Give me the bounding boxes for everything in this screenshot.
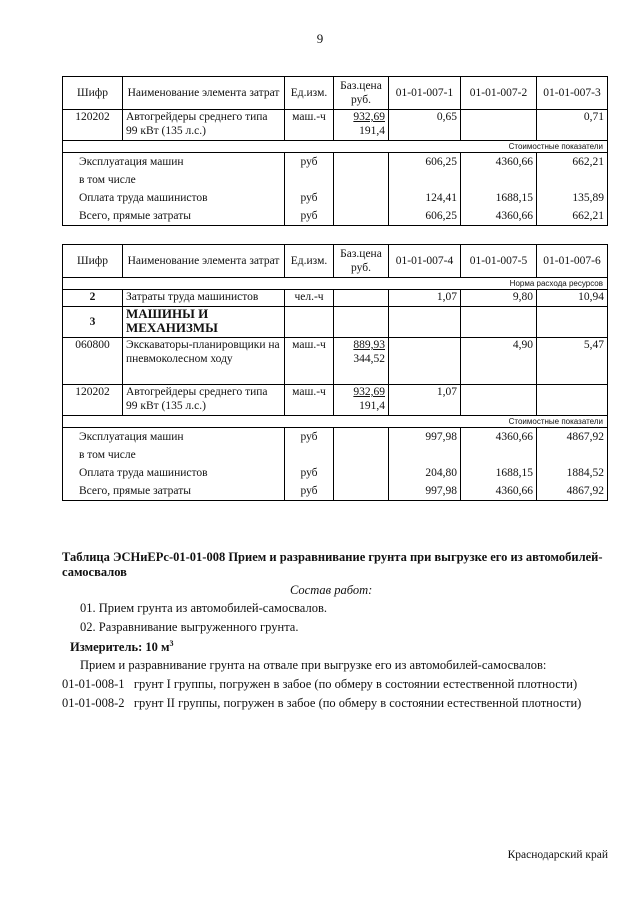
total-value: 4360,66 xyxy=(495,210,533,222)
row-value xyxy=(389,338,461,385)
price-value: 932,69 xyxy=(353,386,385,398)
row-name: Автогрейдеры среднего типа 99 кВт (135 л.с.) xyxy=(123,385,285,416)
totals-col-2 xyxy=(461,153,537,226)
row-value: 10,94 xyxy=(537,290,608,307)
row-code: 060800 xyxy=(63,338,123,385)
total-value: 4867,92 xyxy=(566,431,604,443)
row-value: 0,65 xyxy=(389,110,461,141)
empty-cell xyxy=(461,307,537,338)
price-secondary: 191,4 xyxy=(359,125,385,137)
totals-col-1 xyxy=(389,428,461,501)
header-unit: Ед.изм. xyxy=(285,77,334,110)
row-unit: маш.-ч xyxy=(285,110,334,141)
row-value xyxy=(537,385,608,416)
work-item: 01. Прием грунта из автомобилей-самосвалов. xyxy=(80,601,327,615)
total-name: Эксплуатация машин xyxy=(79,156,184,168)
meter-text: Измеритель: 10 м xyxy=(70,640,170,655)
total-value: 662,21 xyxy=(572,156,604,168)
total-name: Оплата труда машинистов xyxy=(79,467,208,479)
item-code: 01-01-008-2 xyxy=(62,696,125,710)
totals-col-2 xyxy=(461,428,537,501)
total-value: 997,98 xyxy=(425,431,457,443)
row-value: 5,47 xyxy=(537,338,608,385)
total-unit: руб xyxy=(300,485,318,497)
table-row xyxy=(63,110,608,141)
list-item xyxy=(62,696,581,711)
norm-label: Норма расхода ресурсов xyxy=(63,278,608,290)
totals-price-empty xyxy=(334,428,389,501)
empty-cell xyxy=(334,307,389,338)
total-value: 4360,66 xyxy=(495,156,533,168)
total-value: 606,25 xyxy=(425,210,457,222)
empty-cell xyxy=(537,307,608,338)
header-column: 01-01-007-1 xyxy=(389,77,461,110)
total-name: Всего, прямые затраты xyxy=(79,485,191,497)
totals-price-empty xyxy=(334,153,389,226)
list-item xyxy=(62,677,577,692)
row-unit: чел.-ч xyxy=(285,290,334,307)
total-value: 997,98 xyxy=(425,485,457,497)
total-name: Всего, прямые затраты xyxy=(79,210,191,222)
works-title: Состав работ: xyxy=(290,583,373,597)
header-column: 01-01-007-3 xyxy=(537,77,608,110)
cost-indicators-label: Стоимостные показатели xyxy=(63,141,608,153)
totals-units xyxy=(285,428,334,501)
totals-col-3 xyxy=(537,428,608,501)
section-row xyxy=(63,307,608,338)
work-item: 02. Разравнивание выгруженного грунта. xyxy=(80,620,299,634)
total-unit: руб xyxy=(300,156,318,168)
row-code: 2 xyxy=(63,290,123,307)
row-value: 1,07 xyxy=(389,290,461,307)
total-value: 4867,92 xyxy=(566,485,604,497)
meter-label xyxy=(70,639,174,655)
header-column: 01-01-007-2 xyxy=(461,77,537,110)
header-unit: Ед.изм. xyxy=(285,245,334,278)
totals-col-1 xyxy=(389,153,461,226)
totals-block xyxy=(63,153,608,226)
totals-block xyxy=(63,428,608,501)
norm-row xyxy=(63,278,608,290)
row-value xyxy=(461,385,537,416)
empty-cell xyxy=(285,307,334,338)
row-name: Автогрейдеры среднего типа 99 кВт (135 л.с.) xyxy=(123,110,285,141)
row-price xyxy=(334,338,389,385)
table-row xyxy=(63,290,608,307)
total-name: Эксплуатация машин xyxy=(79,431,184,443)
header-name: Наименование элемента затрат xyxy=(123,77,285,110)
total-value: 124,41 xyxy=(425,192,457,204)
total-unit xyxy=(288,171,330,189)
total-value: 1884,52 xyxy=(566,467,604,479)
price-secondary: 191,4 xyxy=(359,400,385,412)
header-column: 01-01-007-5 xyxy=(461,245,537,278)
price-secondary: 344,52 xyxy=(353,353,385,365)
row-price xyxy=(334,110,389,141)
row-code: 120202 xyxy=(63,385,123,416)
total-value: 135,89 xyxy=(572,192,604,204)
total-value: 4360,66 xyxy=(495,431,533,443)
cost-indicators-label: Стоимостные показатели xyxy=(63,416,608,428)
footer-region: Краснодарский край xyxy=(507,849,608,861)
header-name: Наименование элемента затрат xyxy=(123,245,285,278)
total-name: в том числе xyxy=(79,449,136,461)
page-number: 9 xyxy=(316,31,324,46)
resource-table-1 xyxy=(62,76,608,226)
totals-names xyxy=(63,428,285,501)
header-base-price: Баз.цена руб. xyxy=(334,245,389,278)
section-name: МАШИНЫ И МЕХАНИЗМЫ xyxy=(123,307,285,338)
row-unit: маш.-ч xyxy=(285,385,334,416)
price-value: 932,69 xyxy=(353,111,385,123)
total-value: 204,80 xyxy=(425,467,457,479)
header-column: 01-01-007-4 xyxy=(389,245,461,278)
totals-col-3 xyxy=(537,153,608,226)
cost-indicators-row xyxy=(63,141,608,153)
total-unit: руб xyxy=(300,467,318,479)
table-row xyxy=(63,385,608,416)
total-value: 1688,15 xyxy=(495,467,533,479)
empty-cell xyxy=(389,307,461,338)
total-value: 606,25 xyxy=(425,156,457,168)
row-code: 120202 xyxy=(63,110,123,141)
table-row xyxy=(63,338,608,385)
total-unit: руб xyxy=(300,192,318,204)
row-price xyxy=(334,290,389,307)
intro-text: Прием и разравнивание грунта на отвале при выгрузке его из автомобилей-самосвалов: xyxy=(80,658,547,672)
row-unit: маш.-ч xyxy=(285,338,334,385)
table-title: Таблица ЭСНиЕРс-01-01-008 Прием и разравнивание грунта при выгрузке его из автомобилей-самосвалов xyxy=(62,550,603,579)
section-code: 3 xyxy=(63,307,123,338)
cost-indicators-row xyxy=(63,416,608,428)
header-code: Шифр xyxy=(63,77,123,110)
totals-units xyxy=(285,153,334,226)
price-value: 889,93 xyxy=(353,339,385,351)
header-base-price: Баз.цена руб. xyxy=(334,77,389,110)
row-value: 1,07 xyxy=(389,385,461,416)
total-unit xyxy=(288,446,330,464)
meter-superscript: 3 xyxy=(169,639,174,648)
table-header-row xyxy=(63,77,608,110)
resource-table-2 xyxy=(62,244,608,501)
row-value: 9,80 xyxy=(461,290,537,307)
total-value: 1688,15 xyxy=(495,192,533,204)
total-name: в том числе xyxy=(79,174,136,186)
header-code: Шифр xyxy=(63,245,123,278)
total-name: Оплата труда машинистов xyxy=(79,192,208,204)
row-price xyxy=(334,385,389,416)
row-name: Затраты труда машинистов xyxy=(123,290,285,307)
header-column: 01-01-007-6 xyxy=(537,245,608,278)
total-unit: руб xyxy=(300,431,318,443)
table-header-row xyxy=(63,245,608,278)
row-value: 4,90 xyxy=(461,338,537,385)
total-value: 4360,66 xyxy=(495,485,533,497)
row-value: 0,71 xyxy=(537,110,608,141)
row-value xyxy=(461,110,537,141)
row-name: Экскаваторы-планировщики на пневмоколесном ходу xyxy=(123,338,285,385)
item-text: грунт I группы, погружен в забое (по обмеру в состоянии естественной плотности) xyxy=(133,677,578,691)
item-code: 01-01-008-1 xyxy=(62,677,125,691)
item-text: грунт II группы, погружен в забое (по обмеру в состоянии естественной плотности) xyxy=(133,696,582,710)
total-unit: руб xyxy=(300,210,318,222)
totals-names xyxy=(63,153,285,226)
total-value: 662,21 xyxy=(572,210,604,222)
